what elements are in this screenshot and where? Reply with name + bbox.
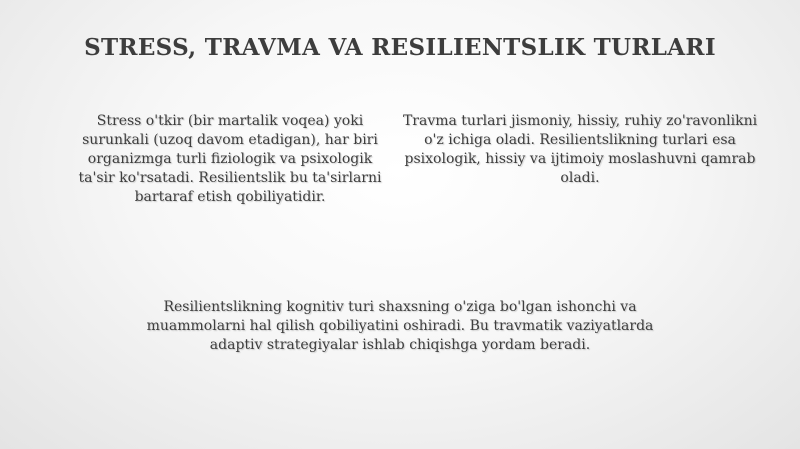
paragraph-trauma: Travma turlari jismoniy, hissiy, ruhiy zo'ravonlikni o'z ichiga oladi. Resilientslikning turlari esa psixologik, hissiy va ijtimoiy moslashuvni qamrab oladi.	[402, 113, 758, 186]
paragraph-cognitive-resilience: Resilientslikning kognitiv turi shaxsning o'ziga bo'lgan ishonchi va muammolarni hal qilish qobiliyatini oshiradi. Bu travmatik vaziyatlarda adaptiv strategiyalar ishlab chiqishga yordam beradi.	[146, 299, 654, 353]
slide-title: STRESS, TRAVMA VA RESILIENTSLIK TURLARI	[84, 34, 716, 61]
paragraph-stress: Stress o'tkir (bir martalik voqea) yoki surunkali (uzoq davom etadigan), har biri organizmga turli fiziologik va psixologik ta'sir ko'rsatadi. Resilientslik bu ta'sirlarni bartaraf etish qobiliyatidir.	[78, 113, 382, 205]
